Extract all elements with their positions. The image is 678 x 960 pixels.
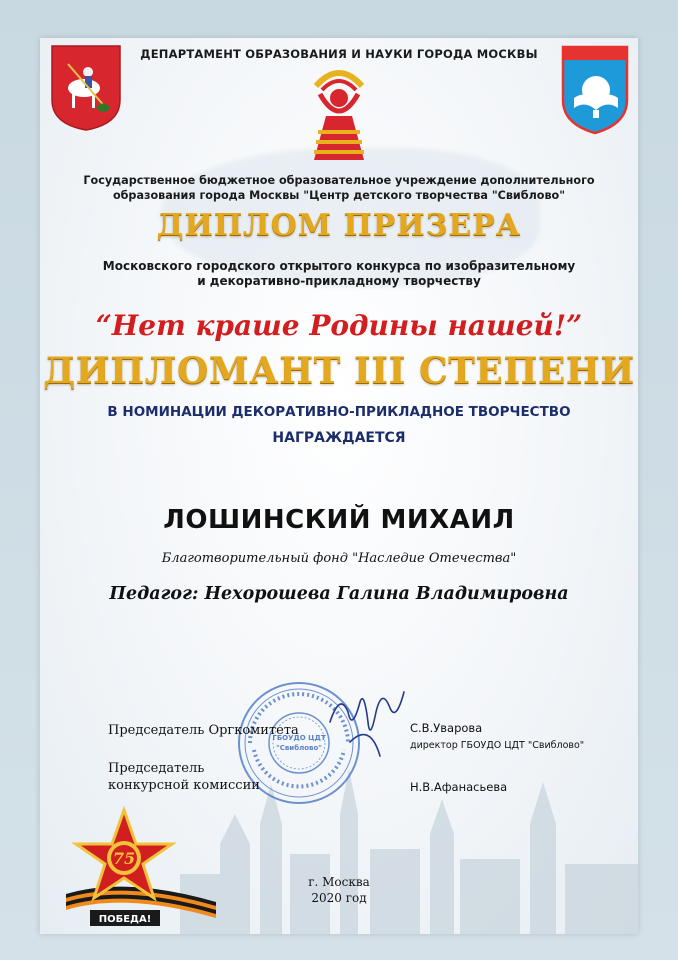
victory-number: 75 <box>112 849 136 868</box>
chair-organizing-committee-label: Председатель Оргкомитета <box>108 723 299 738</box>
chair-jury-label-line-2: конкурсной комиссии <box>108 778 260 793</box>
victory-star-icon <box>66 806 216 930</box>
chair-jury-name: Н.В.Афанасьева <box>410 780 508 794</box>
contest-line-1: Московского городского открытого конкурса по изобразительному <box>102 259 576 273</box>
department-heading: ДЕПАРТАМЕНТ ОБРАЗОВАНИЯ И НАУКИ ГОРОДА МОСКВЫ <box>140 47 538 61</box>
chair-jury-label-line-1: Председатель <box>108 761 205 776</box>
city-year <box>40 874 638 906</box>
diploma-title: ДИПЛОМ ПРИЗЕРА <box>156 208 522 243</box>
recipient-name: ЛОШИНСКИЙ МИХАИЛ <box>163 505 515 535</box>
chair-jury-label <box>108 760 260 794</box>
contest-motto: “Нет краше Родины нашей!” <box>95 309 583 342</box>
teacher-name: Педагог: Нехорошева Галина Владимировна <box>109 584 569 604</box>
recipient-organization: Благотворительный фонд "Наследие Отечества" <box>161 551 517 566</box>
city-text: г. Москва <box>308 875 370 889</box>
victory-ribbon-text: ПОБЕДА! <box>98 914 152 925</box>
institution-text <box>40 173 638 203</box>
education-logo-icon <box>560 44 630 136</box>
stamp-center-line-1: ГБОУДО ЦДТ <box>272 734 326 742</box>
stamp-center-line-2: "Свиблово" <box>276 744 322 752</box>
year-text: 2020 год <box>311 891 367 905</box>
contest-description <box>40 259 638 289</box>
signature-icon <box>320 682 410 760</box>
chair-organizing-committee-title: директор ГБОУДО ЦДТ "Свиблово" <box>410 740 585 751</box>
awarded-text: НАГРАЖДАЕТСЯ <box>272 430 406 446</box>
degree-title: ДИПЛОМАНТ III СТЕПЕНИ <box>43 350 635 392</box>
institution-line-1: Государственное бюджетное образовательное учреждение дополнительного <box>83 174 595 187</box>
institution-line-2: образования города Москвы "Центр детского творчества "Свиблово" <box>112 189 566 202</box>
contest-line-2: и декоративно-прикладному творчеству <box>197 274 481 288</box>
nomination-text: В НОМИНАЦИИ ДЕКОРАТИВНО-ПРИКЛАДНОЕ ТВОРЧЕСТВО <box>107 404 571 420</box>
diploma-sheet <box>40 38 638 934</box>
chair-organizing-committee-name: С.В.Уварова <box>410 721 483 735</box>
folk-art-logo-icon <box>308 58 370 162</box>
